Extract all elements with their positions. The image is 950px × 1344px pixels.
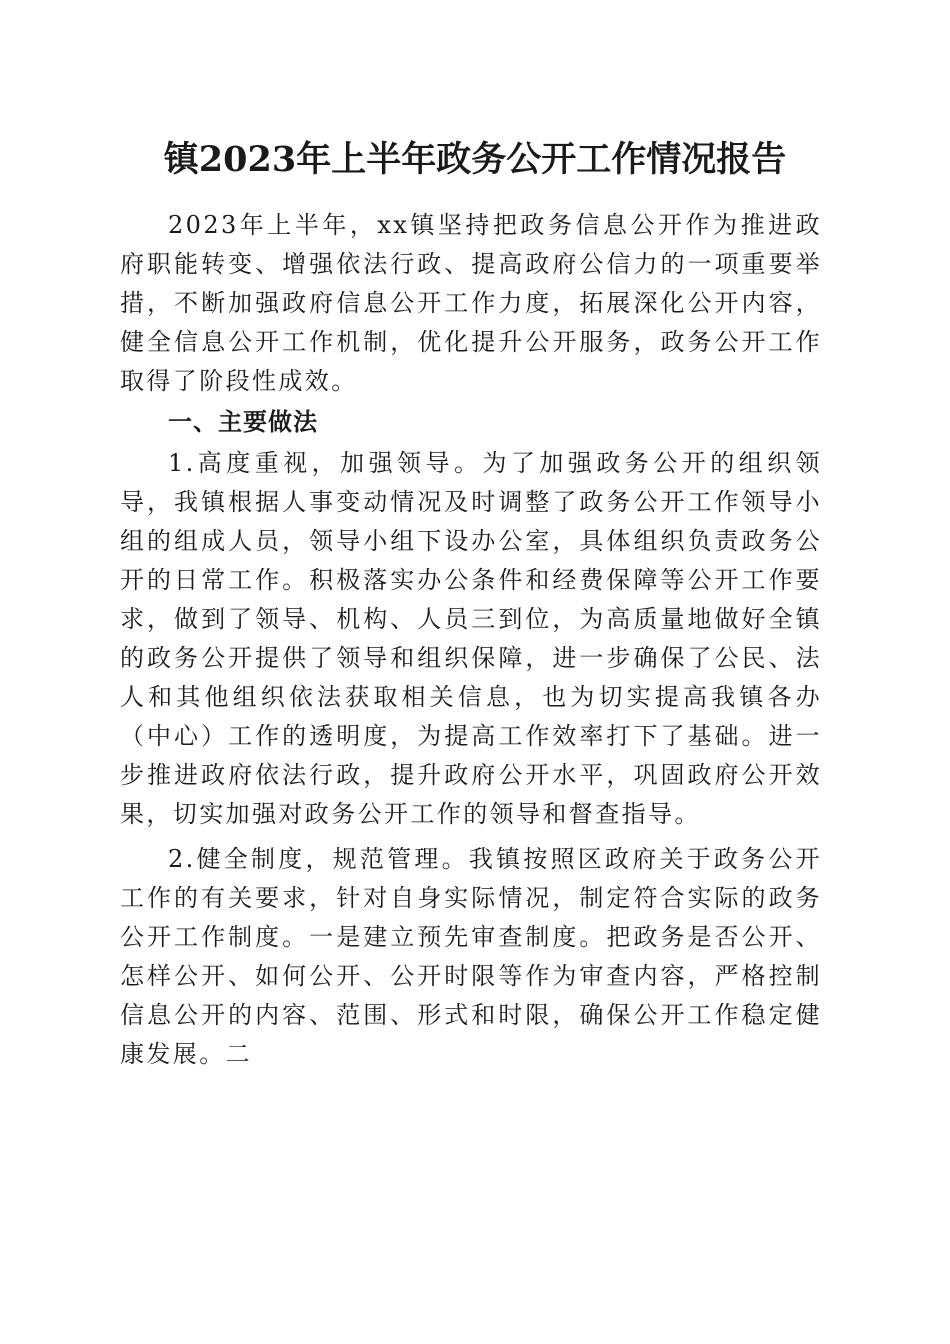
paragraph-1: 1.高度重视，加强领导。为了加强政务公开的组织领导，我镇根据人事变动情况及时调整了政务公开工作领导小组的组成人员，领导小组下设办公室，具体组织负责政务公开的日常工作。积极落实办公条件和经费保障等公开工作要求，做到了领导、机构、人员三到位，为高质量地做好全镇的政务公开提供了领导和组织保障，进一步确保了公民、法人和其他组织依法获取相关信息，也为切实提高我镇各办（中心）工作的透明度，为提高工作效率打下了基础。进一步推进政府依法行政，提升政府公开水平，巩固政府公开效果，切实加强对政务公开工作的领导和督查指导。 xyxy=(120,449,822,828)
document-body xyxy=(120,206,822,1074)
section-heading: 一、主要做法 xyxy=(168,408,318,436)
paragraph-2: 2.健全制度，规范管理。我镇按照区政府关于政务公开工作的有关要求，针对自身实际情况，制定符合实际的政务公开工作制度。一是建立预先审查制度。把政务是否公开、怎样公开、如何公开、公开时限等作为审查内容，严格控制信息公开的内容、范围、形式和时限，确保公开工作稳定健康发展。二 xyxy=(120,845,822,1068)
intro-paragraph: 2023年上半年，xx镇坚持把政务信息公开作为推进政府职能转变、增强依法行政、提高政府公信力的一项重要举措，不断加强政府信息公开工作力度，拓展深化公开内容，健全信息公开工作机制，优化提升公开服务，政务公开工作取得了阶段性成效。 xyxy=(120,211,822,395)
document-title: 镇2023年上半年政务公开工作情况报告 xyxy=(163,139,787,180)
